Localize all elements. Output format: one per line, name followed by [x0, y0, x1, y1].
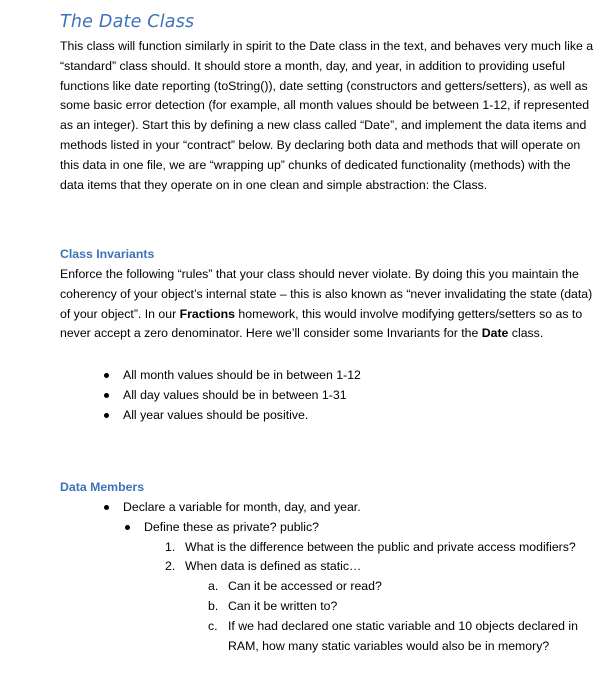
fractions-bold: Fractions: [179, 306, 235, 321]
invariants-text-c: class.: [508, 326, 544, 341]
list-item: [104, 498, 594, 518]
invariants-text-a: Enforce the following “rules” that your class should never violate. By doing this you maintain the coherency of your object’s internal state – this is also known as “never invalidating the state (data) of your object”. In our: [60, 267, 593, 321]
date-bold: Date: [481, 326, 509, 341]
question-item: [104, 557, 594, 577]
invariants-heading: Class Invariants: [60, 247, 155, 261]
rule-text: All month values should be in between 1-12: [123, 368, 361, 382]
sub-question-letter: c.: [208, 618, 218, 633]
list-item: [104, 406, 361, 426]
bullet-icon: [104, 393, 109, 398]
question-number: 2.: [165, 559, 176, 574]
sub-question-item: [104, 597, 594, 617]
bullet-icon: [104, 505, 109, 510]
bullet-icon: [104, 373, 109, 378]
sub-question-text: If we had declared one static variable and 10 objects declared in RAM, how many static variables would also be in memory?: [228, 618, 578, 653]
sub-question-item: [104, 617, 594, 657]
rule-text: All day values should be in between 1-31: [123, 387, 347, 402]
page-title: The Date Class: [60, 12, 195, 32]
data-members-heading: Data Members: [60, 480, 145, 494]
sub-question-letter: a.: [208, 579, 219, 594]
sub-question-letter: b.: [208, 598, 219, 613]
sub-question-text: Can it be accessed or read?: [228, 579, 382, 594]
question-text: When data is defined as static…: [185, 559, 362, 574]
invariants-text-b: homework, this would involve modifying getters/setters so as to never accept a zero denominator. Here we’ll consider some Invariants for the: [60, 306, 583, 341]
question-item: [104, 538, 594, 558]
list-item: [104, 366, 361, 386]
bullet-icon: [125, 525, 130, 530]
data-members-list: [104, 498, 594, 656]
question-number: 1.: [165, 539, 176, 554]
item-text: Declare a variable for month, day, and year.: [123, 500, 361, 514]
list-item: [104, 386, 361, 406]
bullet-icon: [104, 413, 109, 418]
invariants-list: [104, 366, 361, 425]
invariants-paragraph: [60, 265, 595, 344]
sub-item-text: Define these as private? public?: [144, 519, 319, 534]
intro-paragraph: This class will function similarly in spirit to the Date class in the text, and behaves very much like a “standard” class should. It should store a month, day, and year, in addition to providing useful functions like date reporting (toString()), date setting (constructors and getters/setters), as well as some basic error detection (for example, all month values should be between 1-12, if represented as an integer). Start this by defining a new class called “Date”, and implement the data items and methods listed in your “contract” below. By declaring both data and methods that will operate on this data in one file, we are “wrapping up” chunks of dedicated functionality (methods) with the data items that they operate on in one clean and simple abstraction: the Class.: [60, 39, 594, 192]
question-text: What is the difference between the public and private access modifiers?: [185, 539, 576, 554]
rule-text: All year values should be positive.: [123, 407, 309, 422]
sub-question-text: Can it be written to?: [228, 598, 338, 613]
list-item: [125, 518, 594, 538]
sub-question-item: [104, 577, 594, 597]
